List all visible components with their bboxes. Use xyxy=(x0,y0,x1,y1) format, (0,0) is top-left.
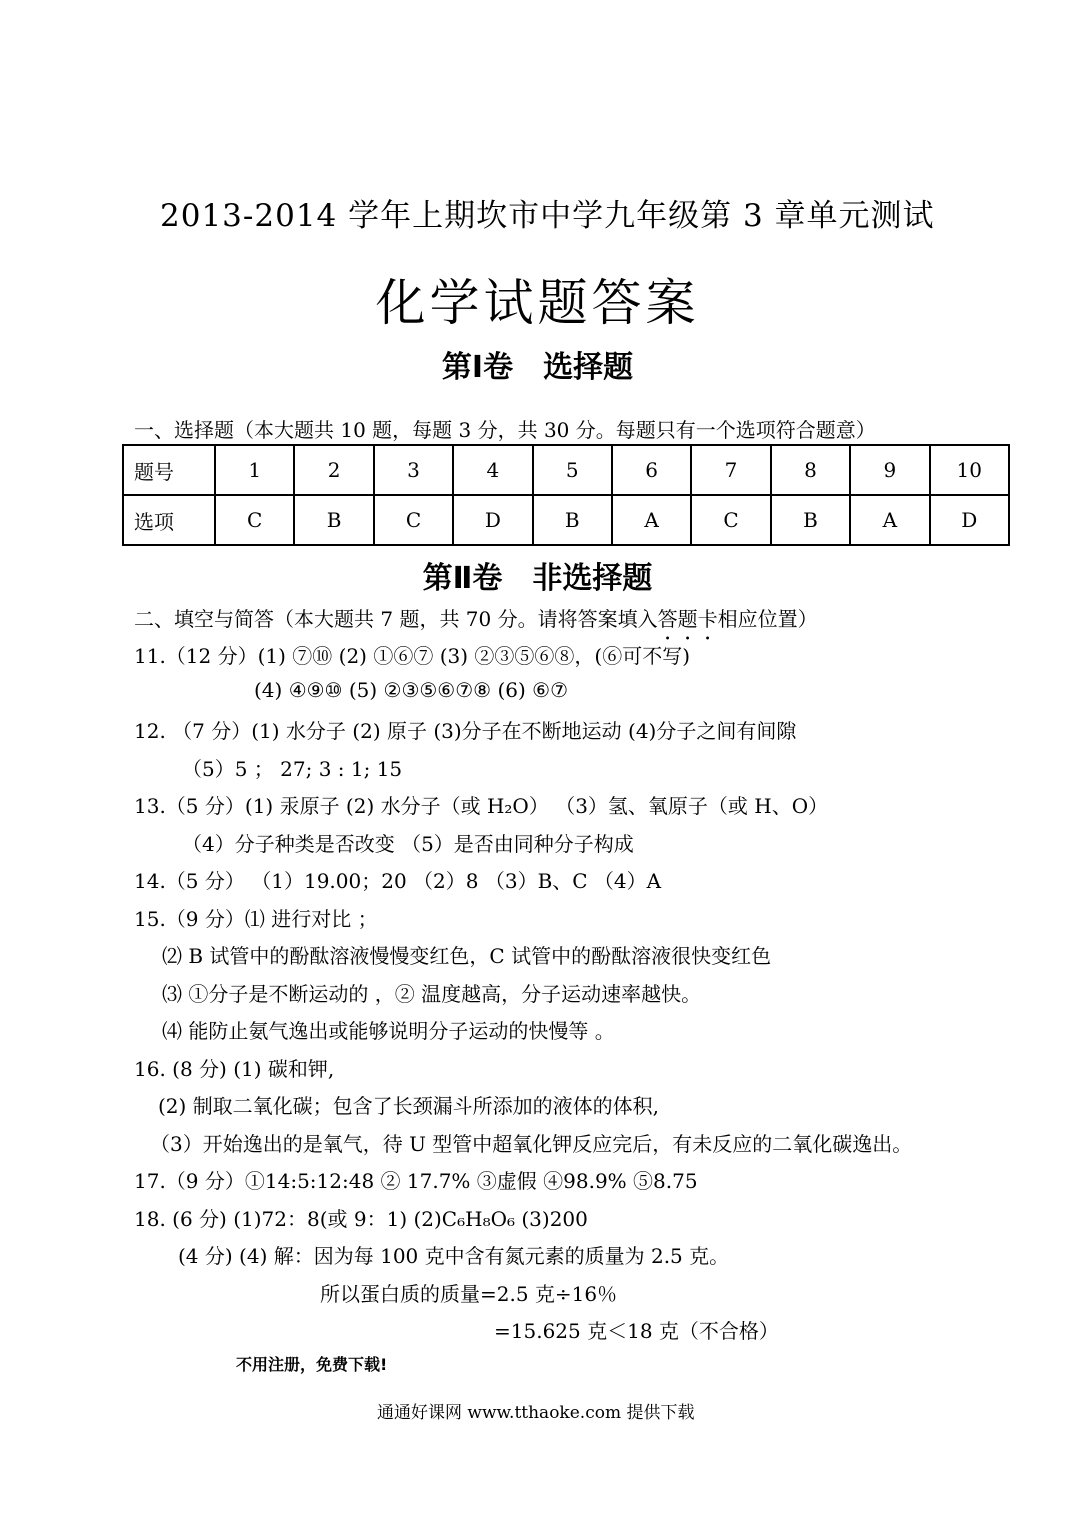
question-number-cell: 2 xyxy=(294,445,373,495)
answer-cell: C xyxy=(215,495,294,545)
answer-cell: C xyxy=(691,495,770,545)
emphasis-char: 卡 xyxy=(697,607,718,631)
question-number-cell: 7 xyxy=(691,445,770,495)
answer-line: 所以蛋白质的质量=2.5 克÷16％ xyxy=(320,1282,618,1306)
answer-cell: B xyxy=(771,495,850,545)
answer-cell: B xyxy=(294,495,373,545)
answer-line: ⑵ B 试管中的酚酞溶液慢慢变红色，C 试管中的酚酞溶液很快变红色 xyxy=(162,944,772,968)
answer-line: （5）5 ； 27; 3 : 1; 15 xyxy=(182,757,403,781)
question-number-cell: 3 xyxy=(374,445,453,495)
answer-line: (2) 制取二氧化碳；包含了长颈漏斗所添加的液体的体积, xyxy=(158,1094,660,1118)
page-footer: 通通好课网 www.tthaoke.com 提供下载 xyxy=(377,1403,695,1423)
answer-line: (4) ④⑨⑩ (5) ②③⑤⑥⑦⑧ (6) ⑥⑦ xyxy=(254,678,569,702)
answer-cell: A xyxy=(612,495,691,545)
question-number-cell: 5 xyxy=(533,445,612,495)
answer-cell: B xyxy=(533,495,612,545)
answer-line: ⑶ ①分子是不断运动的 ，② 温度越高，分子运动速率越快。 xyxy=(162,982,702,1006)
answer-line: (4 分) (4) 解：因为每 100 克中含有氮元素的质量为 2.5 克。 xyxy=(178,1244,730,1268)
question-number-cell: 8 xyxy=(771,445,850,495)
question-number-cell: 1 xyxy=(215,445,294,495)
answer-line: 14.（5 分） （1）19.00；20 （2）8 （3）B、C （4）A xyxy=(134,869,662,893)
answer-line: 11.（12 分）(1) ⑦⑩ (2) ①⑥⑦ (3) ②③⑤⑥⑧，(⑥可不写) xyxy=(134,644,690,668)
emphasis-char: 答 xyxy=(657,607,678,631)
row-label-number: 题号 xyxy=(123,445,215,495)
section-2-intro-text: 二、填空与简答（本大题共 7 题，共 70 分。请将答案填入 xyxy=(134,607,658,631)
table-row-numbers xyxy=(123,445,1009,495)
section-2-heading: 第Ⅱ卷 非选择题 xyxy=(422,561,653,596)
question-number-cell: 10 xyxy=(930,445,1009,495)
answer-cell: D xyxy=(930,495,1009,545)
section-2-intro-text: 相应位置） xyxy=(717,607,818,631)
row-label-answer: 选项 xyxy=(123,495,215,545)
answer-line: =15.625 克＜18 克（不合格） xyxy=(494,1319,779,1343)
download-notice: 不用注册，免费下载! xyxy=(236,1355,388,1374)
section-2-intro xyxy=(134,603,818,632)
section-1-intro: 一、选择题（本大题共 10 题，每题 3 分，共 30 分。每题只有一个选项符合题意） xyxy=(134,418,876,442)
answer-line: 12. （7 分）(1) 水分子 (2) 原子 (3)分子在不断地运动 (4)分子之间有间隙 xyxy=(134,719,797,743)
question-number-cell: 9 xyxy=(850,445,929,495)
question-number-cell: 4 xyxy=(453,445,532,495)
document-subtitle: 化学试题答案 xyxy=(375,274,700,332)
answer-line: 16. (8 分) (1) 碳和钾, xyxy=(134,1057,335,1081)
answer-table xyxy=(122,444,1010,546)
answer-line: 15.（9 分）⑴ 进行对比 ； xyxy=(134,907,378,931)
question-number-cell: 6 xyxy=(612,445,691,495)
answer-cell: C xyxy=(374,495,453,545)
answer-cell: D xyxy=(453,495,532,545)
answer-line: ⑷ 能防止氨气逸出或能够说明分子运动的快慢等 。 xyxy=(162,1019,615,1043)
section-1-heading: 第Ⅰ卷 选择题 xyxy=(441,350,634,385)
answer-line: （3）开始逸出的是氧气，待 U 型管中超氧化钾反应完后，有未反应的二氧化碳逸出。 xyxy=(150,1132,913,1156)
answer-line: （4）分子种类是否改变 （5）是否由同种分子构成 xyxy=(182,832,634,856)
answer-cell: A xyxy=(850,495,929,545)
document-title: 2013-2014 学年上期坎市中学九年级第 3 章单元测试 xyxy=(160,198,935,234)
answer-line: 17.（9 分）①14:5:12:48 ② 17.7% ③虚假 ④98.9% ⑤8.75 xyxy=(134,1169,698,1193)
answer-line: 18. (6 分) (1)72：8(或 9：1) (2)C₆H₈O₆ (3)200 xyxy=(134,1207,588,1231)
table-row-answers xyxy=(123,495,1009,545)
emphasis-char: 题 xyxy=(677,607,698,631)
answer-line: 13.（5 分）(1) 汞原子 (2) 水分子（或 H₂O） （3）氢、氧原子（或 H、O） xyxy=(134,794,829,818)
